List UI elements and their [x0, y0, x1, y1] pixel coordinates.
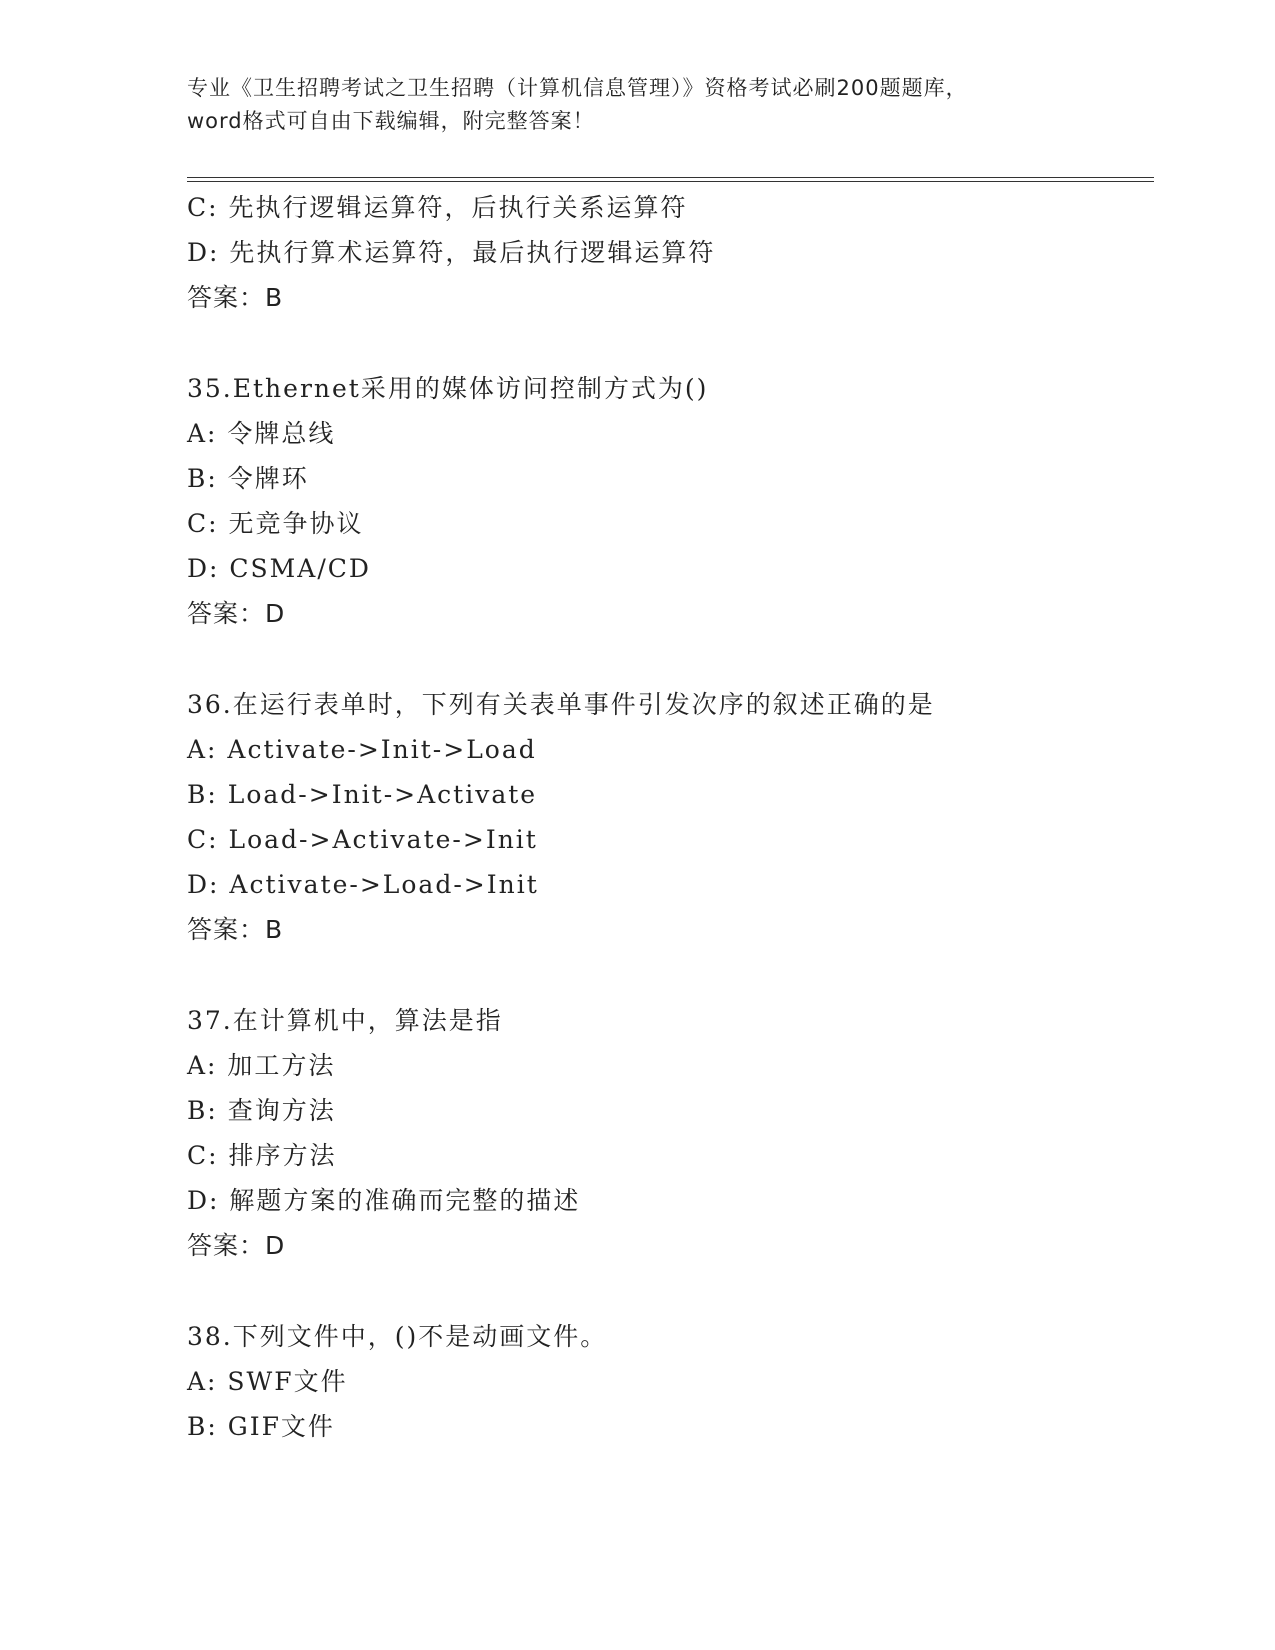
q37-answer: 答案：D — [187, 1231, 286, 1260]
q37-option-a: A: 加工方法 — [187, 1051, 336, 1080]
q36-answer: 答案：B — [187, 915, 284, 944]
q38-question: 38.下列文件中，()不是动画文件。 — [187, 1322, 608, 1351]
q35-option-c: C: 无竞争协议 — [187, 509, 364, 538]
q35-answer: 答案：D — [187, 599, 286, 628]
q37-option-b: B: 查询方法 — [187, 1096, 336, 1125]
q36-option-b: B: Load->Init->Activate — [187, 780, 538, 809]
q36-option-d: D: Activate->Load->Init — [187, 870, 539, 899]
header-rule-top — [187, 177, 1154, 178]
q35-option-d: D: CSMA/CD — [187, 554, 371, 583]
q38-option-a: A: SWF文件 — [187, 1367, 348, 1396]
header-line-1: 专业《卫生招聘考试之卫生招聘（计算机信息管理）》资格考试必刷200题题库， — [187, 76, 968, 100]
q38-option-b: B: GIF文件 — [187, 1412, 335, 1441]
q37-option-d: D: 解题方案的准确而完整的描述 — [187, 1186, 581, 1215]
q34-option-d: D: 先执行算术运算符，最后执行逻辑运算符 — [187, 238, 716, 267]
q35-question: 35.Ethernet采用的媒体访问控制方式为() — [187, 374, 709, 403]
q37-question: 37.在计算机中，算法是指 — [187, 1006, 503, 1035]
q36-option-a: A: Activate->Init->Load — [187, 735, 537, 764]
q36-question: 36.在运行表单时，下列有关表单事件引发次序的叙述正确的是 — [187, 690, 935, 719]
q35-option-a: A: 令牌总线 — [187, 419, 336, 448]
q34-option-c: C: 先执行逻辑运算符，后执行关系运算符 — [187, 193, 688, 222]
q37-option-c: C: 排序方法 — [187, 1141, 337, 1170]
q34-answer: 答案：B — [187, 283, 284, 312]
q36-option-c: C: Load->Activate->Init — [187, 825, 538, 854]
q35-option-b: B: 令牌环 — [187, 464, 309, 493]
header-rule-bottom — [187, 181, 1154, 182]
document-header — [187, 72, 1087, 138]
header-line-2: word格式可自由下载编辑，附完整答案！ — [187, 109, 595, 133]
